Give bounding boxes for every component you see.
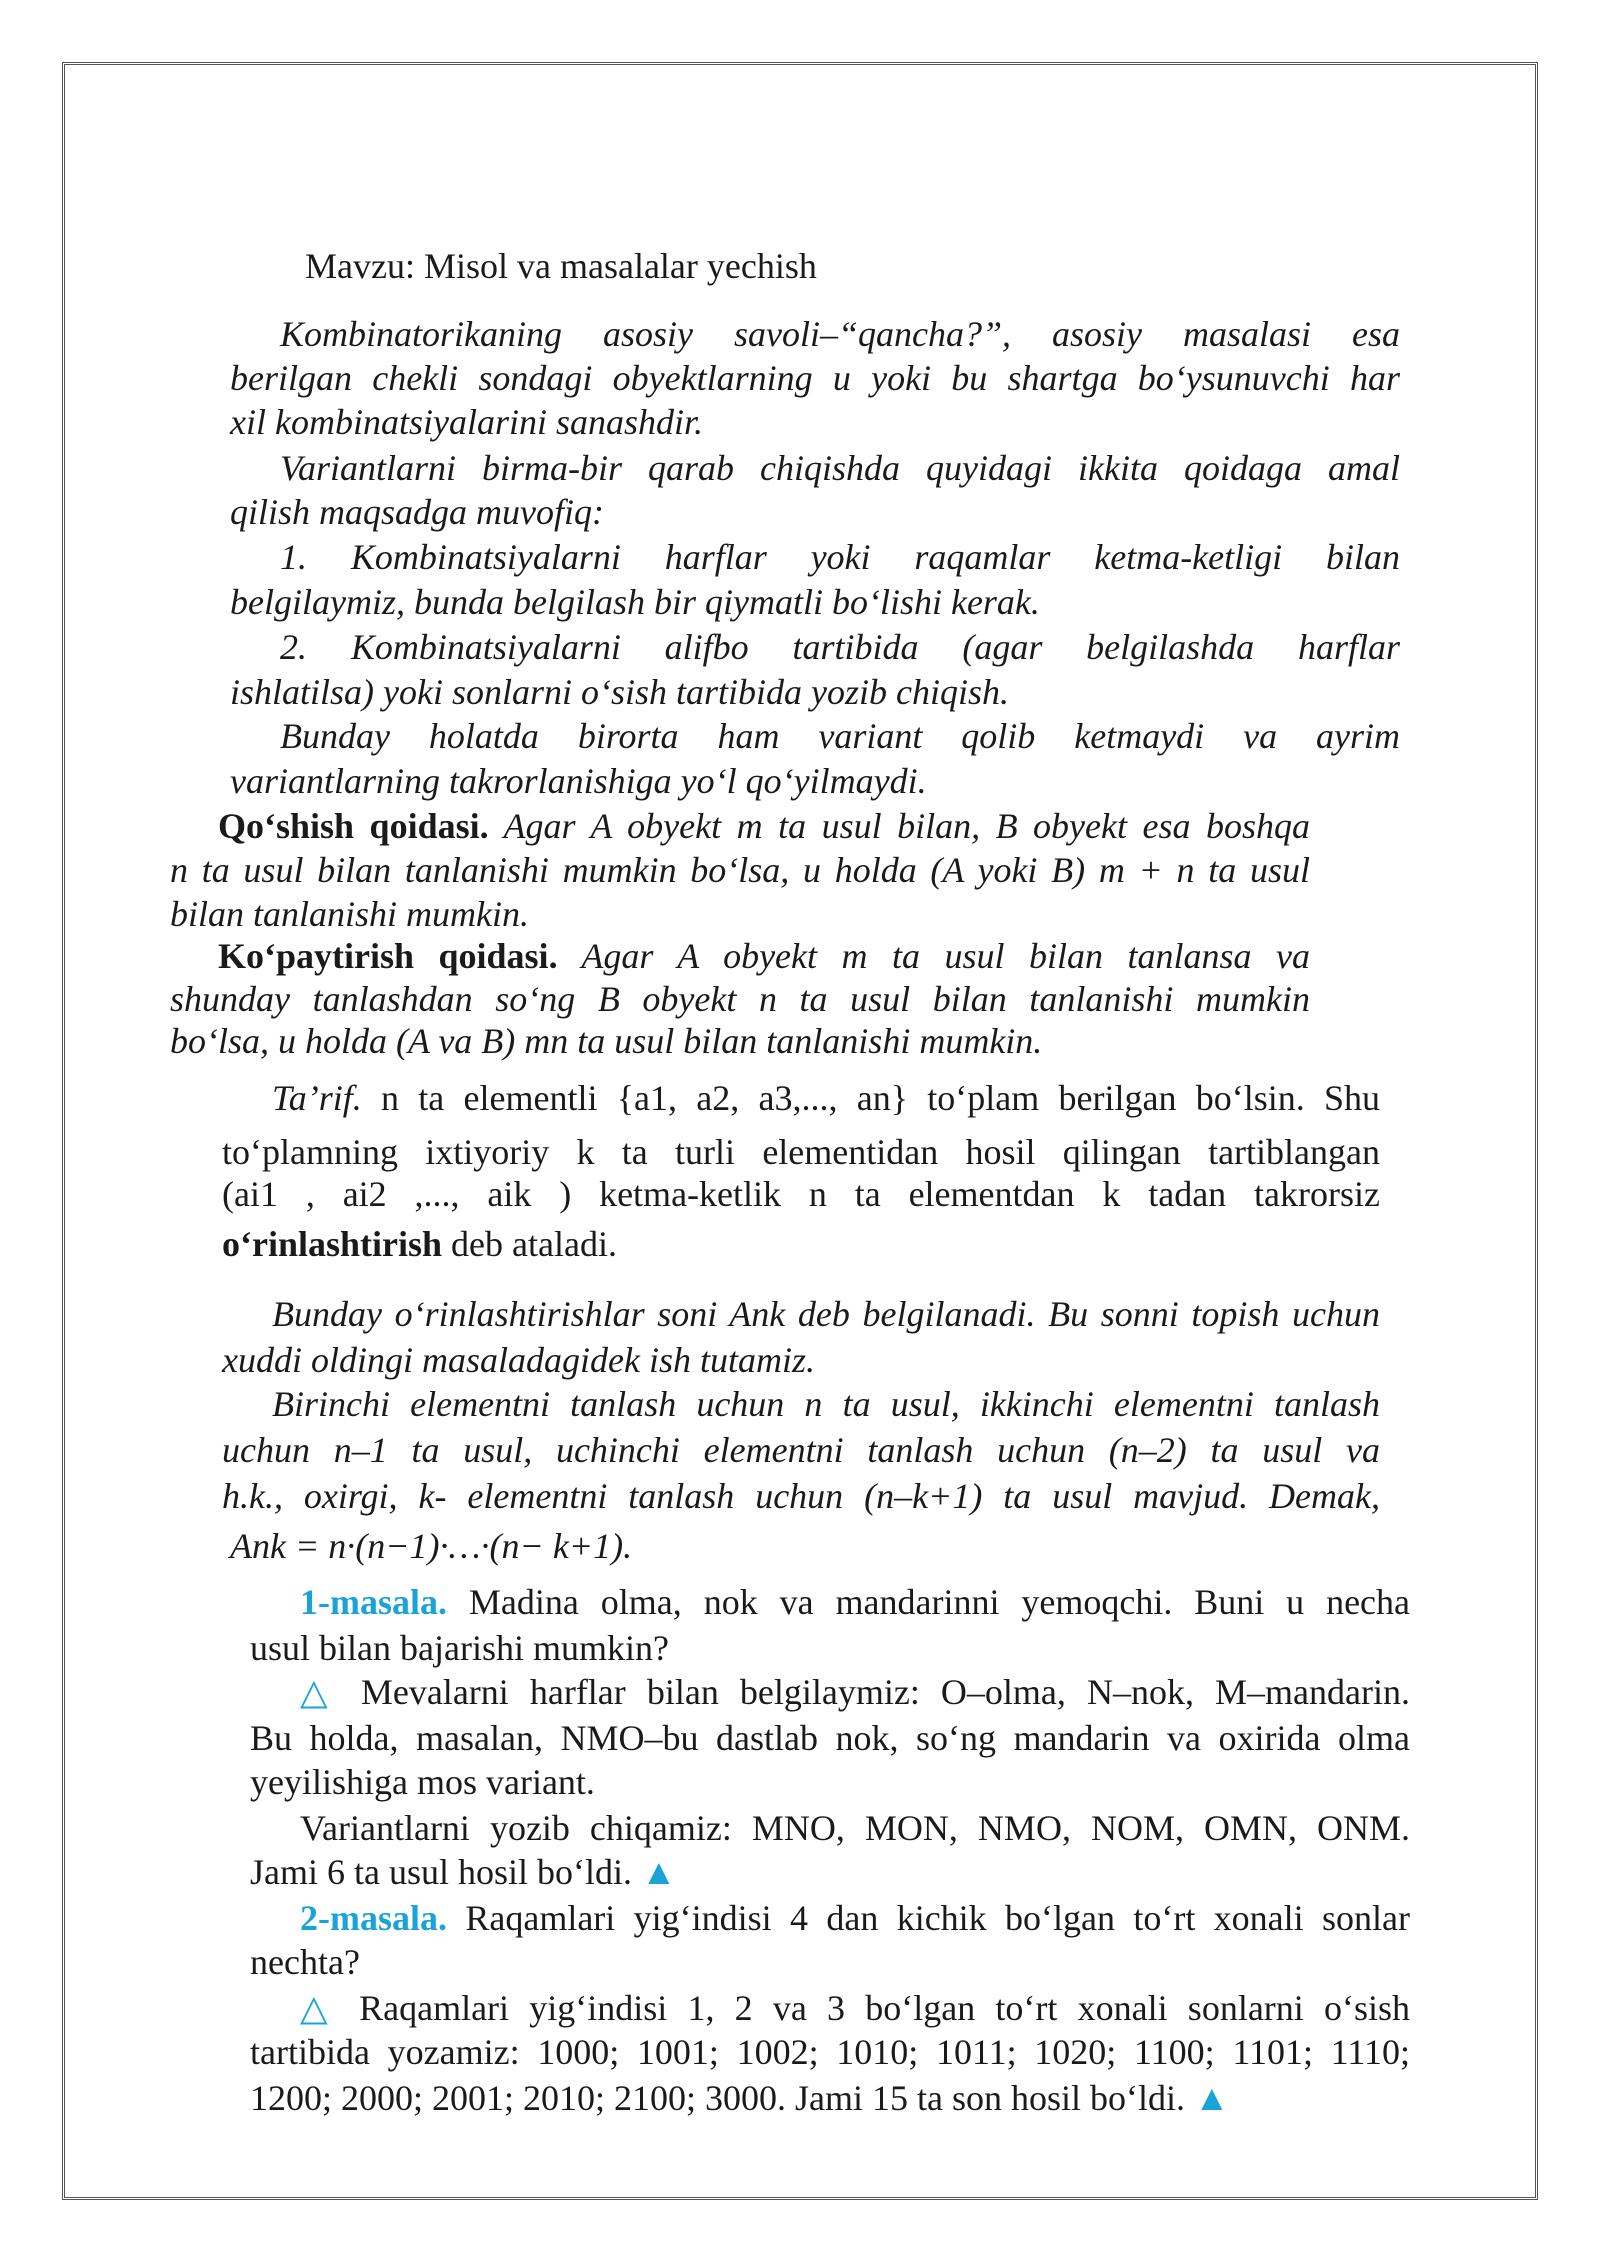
problem-1-line: Jami 6 ta usul hosil bo‘ldi. ▲ <box>250 1852 677 1892</box>
arrangements-line: uchun n–1 ta usul, uchinchi elementni tanlash uchun (n–2) ta usul va <box>222 1430 1380 1470</box>
product-rule-line: shunday tanlashdan so‘ng B obyekt n ta usul bilan tanlanishi mumkin <box>170 979 1310 1019</box>
problem-2-line: nechta? <box>250 1942 360 1982</box>
problem-1-line: Variantlarni yozib chiqamiz: MNO, MON, NMO, NOM, OMN, ONM. <box>300 1808 1410 1848</box>
product-rule-line: Ko‘paytirish qoidasi. Agar A obyekt m ta usul bilan tanlansa va <box>218 936 1310 976</box>
page-title: Mavzu: Misol va masalalar yechish <box>305 246 817 286</box>
rule-item-2: ishlatilsa) yoki sonlarni o‘sish tartibida yozib chiqish. <box>230 672 1010 712</box>
arrangements-line: Birinchi elementni tanlash uchun n ta usul, ikkinchi elementni tanlash <box>272 1384 1380 1424</box>
problem-2-line: tartibida yozamiz: 1000; 1001; 1002; 1010; 1011; 1020; 1100; 1101; 1110; <box>250 2032 1410 2072</box>
definition-line: to‘plamning ixtiyoriy k ta turli elementidan hosil qilingan tartiblangan <box>222 1132 1380 1172</box>
intro-line: xil kombinatsiyalarini sanashdir. <box>230 402 704 442</box>
triangle-filled-icon: ▲ <box>1194 2078 1230 2118</box>
arrangement-formula: Ank = n·(n−1)·…·(n− k+1). <box>230 1526 633 1566</box>
rule-item-1: 1. Kombinatsiyalarni harflar yoki raqamlar ketma-ketligi bilan <box>280 537 1400 577</box>
product-rule-line: bo‘lsa, u holda (A va B) mn ta usul bilan tanlanishi mumkin. <box>170 1021 1043 1061</box>
intro-line: Kombinatorikaning asosiy savoli–“qancha?”, asosiy masalasi esa <box>280 314 1400 354</box>
problem-1-label: 1-masala. <box>300 1582 447 1622</box>
triangle-outline-icon: △ <box>300 1672 340 1712</box>
intro-line: berilgan chekli sondagi obyektlarning u yoki bu shartga bo‘ysunuvchi har <box>230 358 1400 398</box>
triangle-filled-icon: ▲ <box>641 1852 677 1892</box>
intro-line: variantlarning takrorlanishiga yo‘l qo‘yilmaydi. <box>230 761 927 801</box>
definition-line: (ai1 , ai2 ,..., aik ) ketma-ketlik n ta elementdan k tadan takrorsiz <box>222 1174 1380 1214</box>
problem-2-label: 2-masala. <box>300 1898 447 1938</box>
problem-1-line: usul bilan bajarishi mumkin? <box>250 1628 669 1668</box>
problem-1-line: △ Mevalarni harflar bilan belgilaymiz: O–olma, N–nok, M–mandarin. <box>300 1672 1411 1712</box>
definition-label: Ta’rif. <box>272 1078 362 1118</box>
sum-rule-line: bilan tanlanishi mumkin. <box>170 894 529 934</box>
defined-term: o‘rinlashtirish <box>222 1224 443 1264</box>
rule-item-1: belgilaymiz, bunda belgilash bir qiymatli bo‘lishi kerak. <box>230 582 1040 622</box>
arrangements-line: xuddi oldingi masaladagidek ish tutamiz. <box>222 1340 815 1380</box>
definition-line: Ta’rif. n ta elementli {a1, a2, a3,..., an} to‘plam berilgan bo‘lsin. Shu <box>272 1078 1381 1118</box>
arrangements-line: h.k., oxirgi, k- elementni tanlash uchun (n–k+1) ta usul mavjud. Demak, <box>222 1476 1380 1516</box>
intro-line: qilish maqsadga muvofiq: <box>230 492 604 532</box>
problem-2-line: 2-masala. Raqamlari yig‘indisi 4 dan kichik bo‘lgan to‘rt xonali sonlar <box>300 1898 1410 1938</box>
problem-1-line: yeyilishiga mos variant. <box>250 1762 595 1802</box>
arrangements-line: Bunday o‘rinlashtirishlar soni Ank deb belgilanadi. Bu sonni topish uchun <box>272 1294 1380 1334</box>
problem-1-line: 1-masala. Madina olma, nok va mandarinni yemoqchi. Buni u necha <box>300 1582 1411 1622</box>
intro-line: Variantlarni birma-bir qarab chiqishda quyidagi ikkita qoidaga amal <box>280 448 1400 488</box>
triangle-outline-icon: △ <box>300 1988 339 2028</box>
problem-2-line: 1200; 2000; 2001; 2010; 2100; 3000. Jami 15 ta son hosil bo‘ldi. ▲ <box>250 2078 1230 2118</box>
definition-line: o‘rinlashtirish deb ataladi. <box>222 1224 617 1264</box>
rule-item-2: 2. Kombinatsiyalarni alifbo tartibida (agar belgilashda harflar <box>280 627 1400 667</box>
product-rule-label: Ko‘paytirish qoidasi. <box>218 936 558 976</box>
sum-rule-line: n ta usul bilan tanlanishi mumkin bo‘lsa, u holda (A yoki B) m + n ta usul <box>170 850 1310 890</box>
intro-line: Bunday holatda birorta ham variant qolib ketmaydi va ayrim <box>280 716 1400 756</box>
problem-1-line: Bu holda, masalan, NMO–bu dastlab nok, so‘ng mandarin va oxirida olma <box>250 1718 1410 1758</box>
problem-2-line: △ Raqamlari yig‘indisi 1, 2 va 3 bo‘lgan to‘rt xonali sonlarni o‘sish <box>300 1988 1411 2028</box>
sum-rule-label: Qo‘shish qoidasi. <box>218 806 489 846</box>
sum-rule-line: Qo‘shish qoidasi. Agar A obyekt m ta usul bilan, B obyekt esa boshqa <box>218 806 1310 846</box>
